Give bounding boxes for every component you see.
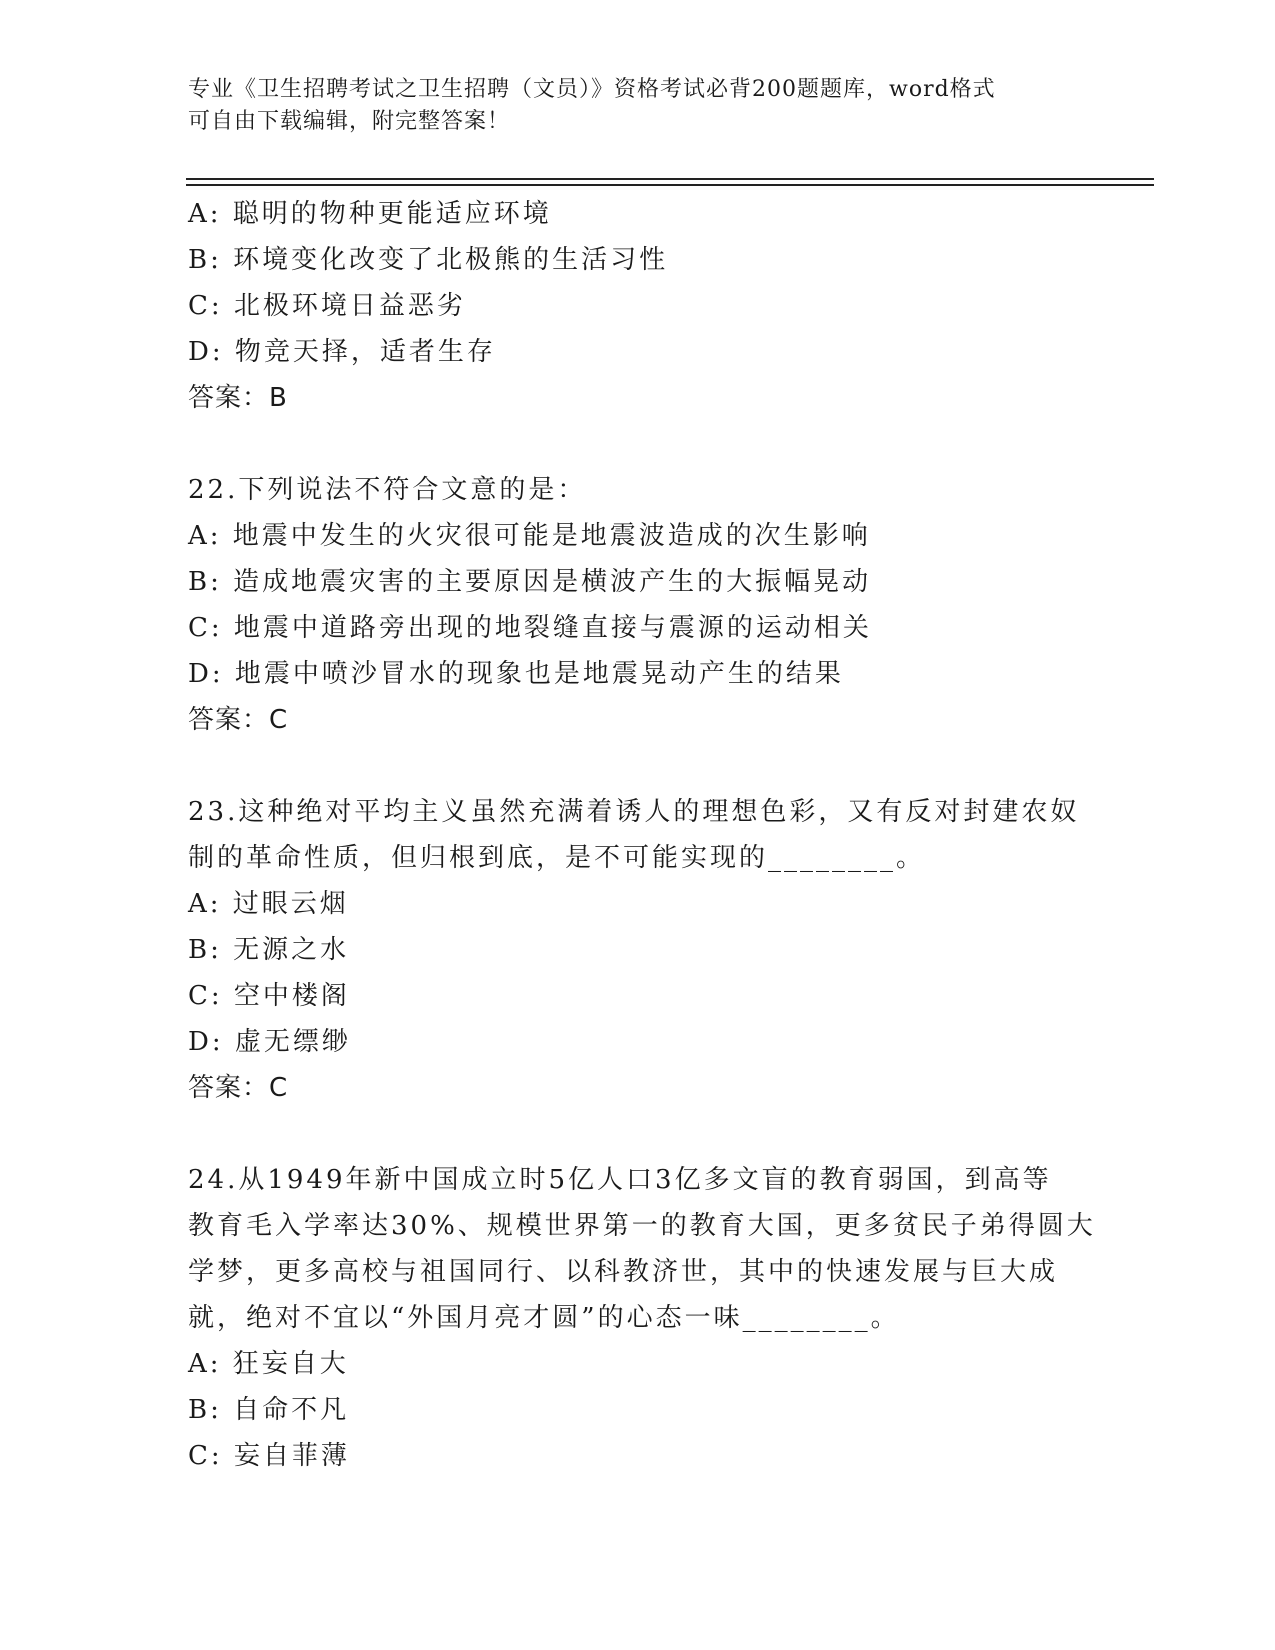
- option-a: A: 地震中发生的火灾很可能是地震波造成的次生影响: [188, 521, 871, 551]
- option-b: B: 环境变化改变了北极熊的生活习性: [188, 245, 669, 275]
- question-list: [188, 191, 1096, 1479]
- option-a: A: 过眼云烟: [188, 889, 349, 919]
- question-stem-line-2: 制的革命性质，但归根到底，是不可能实现的________。: [188, 843, 926, 873]
- question-stem-line-1: 23.这种绝对平均主义虽然充满着诱人的理想色彩，又有反对封建农奴: [188, 797, 1080, 827]
- question-stem-line-2: 教育毛入学率达30%、规模世界第一的教育大国，更多贫民子弟得圆大: [188, 1211, 1096, 1241]
- option-b: B: 无源之水: [188, 935, 350, 965]
- option-b: B: 自命不凡: [188, 1395, 350, 1425]
- answer-line: 答案：B: [188, 383, 288, 413]
- option-d: D: 虚无缥缈: [188, 1027, 351, 1057]
- question-stem-line-4: 就，绝对不宜以“外国月亮才圆”的心态一味________。: [188, 1303, 900, 1333]
- option-c: C: 地震中道路旁出现的地裂缝直接与震源的运动相关: [188, 613, 872, 643]
- header-rule-top: [186, 178, 1154, 180]
- question-23: [188, 789, 1088, 1111]
- document-header: [188, 74, 1068, 138]
- question-stem-line-1: 24.从1949年新中国成立时5亿人口3亿多文盲的教育弱国，到高等: [188, 1165, 1052, 1195]
- option-b: B: 造成地震灾害的主要原因是横波产生的大振幅晃动: [188, 567, 872, 597]
- question-stem: 22.下列说法不符合文意的是：: [188, 475, 587, 505]
- answer-line: 答案：C: [188, 1073, 289, 1103]
- question-22: [188, 467, 1088, 743]
- option-d: D: 地震中喷沙冒水的现象也是地震晃动产生的结果: [188, 659, 844, 689]
- option-d: D: 物竞天择，适者生存: [188, 337, 496, 367]
- option-c: C: 空中楼阁: [188, 981, 350, 1011]
- option-c: C: 北极环境日益恶劣: [188, 291, 466, 321]
- header-line-1: 专业《卫生招聘考试之卫生招聘（文员）》资格考试必背200题题库，word格式: [188, 77, 996, 102]
- question-21: [188, 191, 1088, 421]
- question-stem-line-3: 学梦，更多高校与祖国同行、以科教济世，其中的快速发展与巨大成: [188, 1257, 1059, 1287]
- question-24: [188, 1157, 1096, 1479]
- header-rule-bottom: [186, 184, 1154, 186]
- option-a: A: 狂妄自大: [188, 1349, 349, 1379]
- option-a: A: 聪明的物种更能适应环境: [188, 199, 552, 229]
- answer-line: 答案：C: [188, 705, 289, 735]
- option-c: C: 妄自菲薄: [188, 1441, 350, 1471]
- header-line-2: 可自由下载编辑，附完整答案！: [188, 109, 511, 134]
